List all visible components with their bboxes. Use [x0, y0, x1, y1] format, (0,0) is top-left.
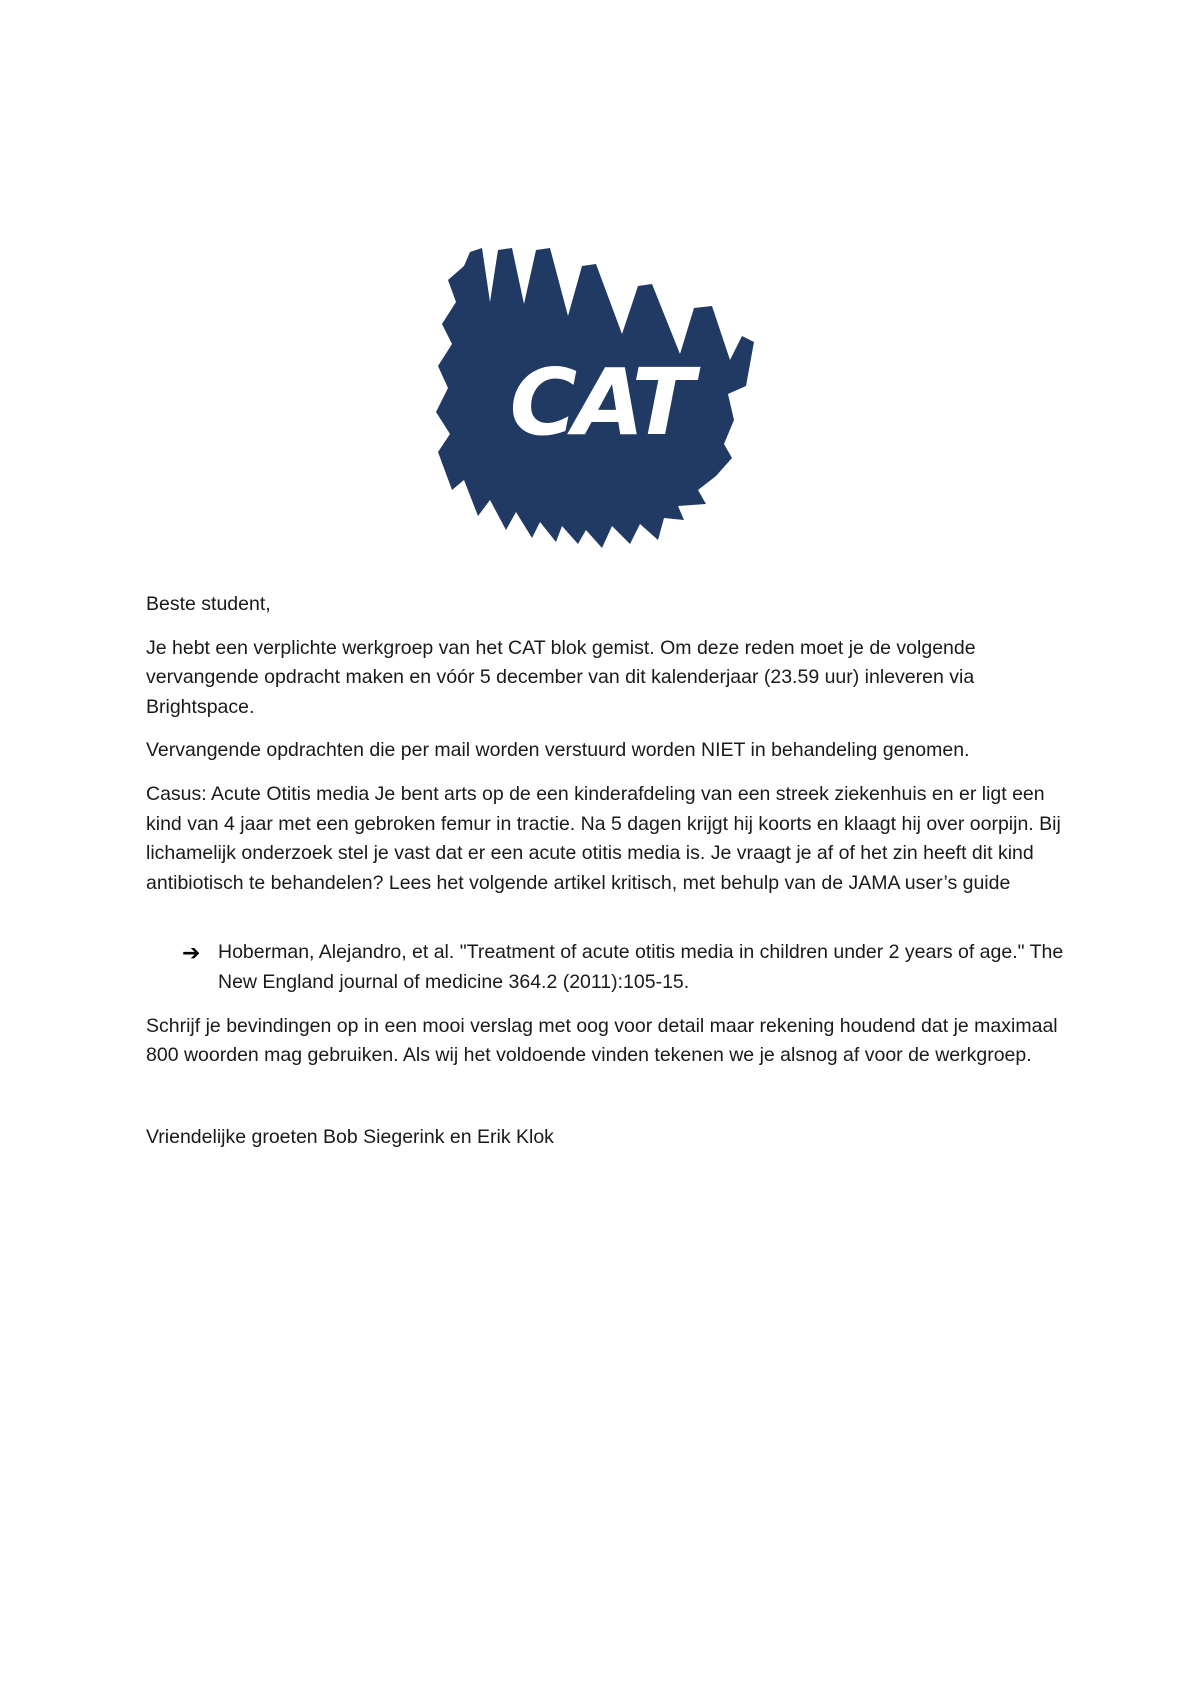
cat-logo-graphic: [432, 244, 767, 570]
reference-citation: Hoberman, Alejandro, et al. "Treatment of acute otitis media in children under 2 years of age." The New England journal of medicine 364.2 (2011):105-15.: [218, 941, 1064, 993]
cat-logo: [432, 244, 767, 570]
paragraph-case: Casus: Acute Otitis media Je bent arts op de een kinderafdeling van een streek ziekenhuis en er ligt een kind van 4 jaar met een gebroken femur in tractie. Na 5 dagen krijgt hij koorts en klaagt hij over oorpijn. Bij lichamelijk onderzoek stel je vast dat er een acute otitis media is. Je vraagt je af of het zin heeft dit kind antibiotisch te behandelen? Lees het volgende artikel kritisch, met behulp van de JAMA user’s guide: [146, 782, 1061, 894]
paragraph-instructions: Schrijf je bevindingen op in een mooi verslag met oog voor detail maar rekening houdend dat je maximaal 800 woorden mag gebruiken. Als wij het voldoende vinden tekenen we je alsnog af voor de werkgroep.: [146, 1014, 1058, 1067]
paragraph-email-warning: Vervangende opdrachten die per mail worden verstuurd worden NIET in behandeling genomen.: [146, 739, 970, 762]
letter-body: [146, 590, 1066, 1166]
greeting: Beste student,: [146, 593, 271, 615]
reference-item: [146, 938, 1066, 997]
signoff: Vriendelijke groeten Bob Siegerink en Erik Klok: [146, 1125, 554, 1148]
paragraph-missed-workgroup: Je hebt een verplichte werkgroep van het CAT blok gemist. Om deze reden moet je de volgende vervangende opdracht maken en vóór 5 december van dit kalenderjaar (23.59 uur) inleveren via Brightspace.: [146, 636, 976, 718]
logo-text: CAT: [509, 349, 691, 456]
arrow-bullet-icon: ➔: [182, 940, 201, 966]
